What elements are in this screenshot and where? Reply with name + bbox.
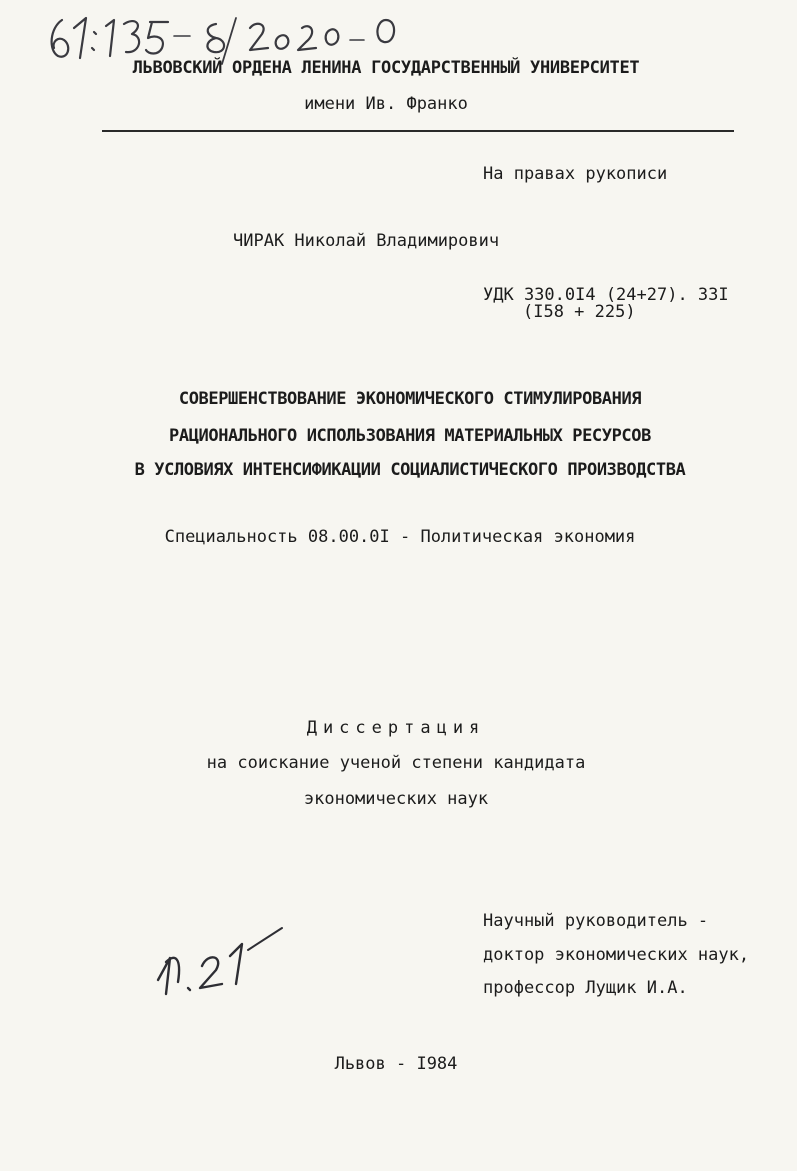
manuscript-rights-note: На правах рукописи <box>483 164 668 184</box>
header-divider <box>102 130 734 132</box>
specialty-line: Специальность 08.00.0I - Политическая экономия <box>164 527 636 547</box>
dissertation-title-line: В УСЛОВИЯХ ИНТЕНСИФИКАЦИИ СОЦИАЛИСТИЧЕСКОГО ПРОИЗВОДСТВА <box>134 460 686 480</box>
dissertation-label: Диссертация <box>306 718 486 738</box>
dissertation-title-line: СОВЕРШЕНСТВОВАНИЕ ЭКОНОМИЧЕСКОГО СТИМУЛИРОВАНИЯ <box>178 389 642 409</box>
university-name: ЛЬВОВСКИЙ ОРДЕНА ЛЕНИНА ГОСУДАРСТВЕННЫЙ УНИВЕРСИТЕТ <box>132 58 640 78</box>
supervisor-degree: доктор экономических наук, <box>483 945 750 965</box>
degree-line1: на соискание ученой степени кандидата <box>206 753 586 773</box>
handwritten-page-note <box>150 922 290 1004</box>
degree-line2: экономических наук <box>303 789 489 809</box>
dissertation-title-line: РАЦИОНАЛЬНОГО ИСПОЛЬЗОВАНИЯ МАТЕРИАЛЬНЫХ РЕСУРСОВ <box>169 426 651 446</box>
place-and-year: Львов - I984 <box>334 1054 458 1074</box>
supervisor-name: профессор Лущик И.А. <box>483 978 688 998</box>
supervisor-heading: Научный руководитель - <box>483 911 709 931</box>
udk-code-line1: УДК 330.0I4 (24+27). 33I <box>483 285 729 305</box>
udk-code-line2: (I58 + 225) <box>523 302 636 322</box>
author-name: ЧИРАК Николай Владимирович <box>233 231 500 251</box>
university-named-after: имени Ив. Франко <box>304 94 468 114</box>
